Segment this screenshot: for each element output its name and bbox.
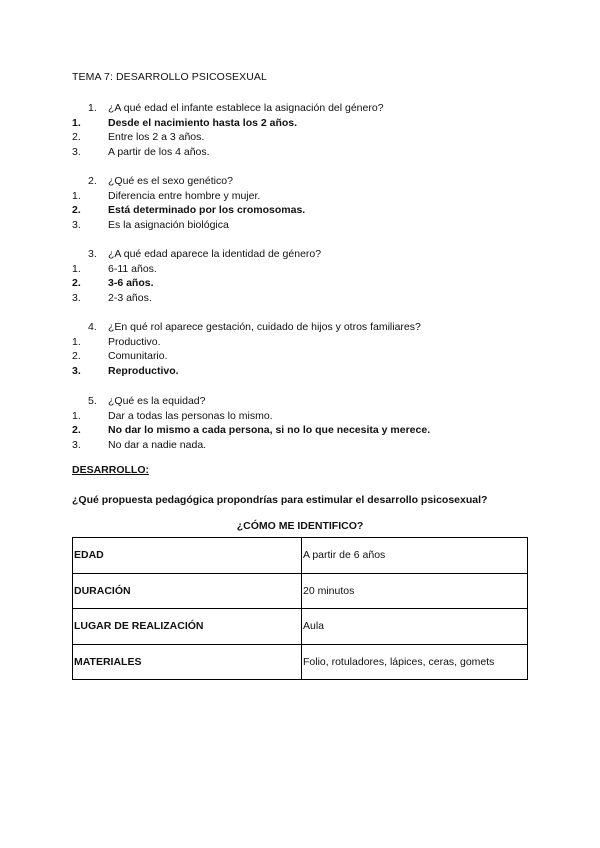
table-cell-label: MATERIALES <box>73 644 302 680</box>
table-row <box>73 573 528 609</box>
option-text: Reproductivo. <box>108 364 179 377</box>
option-text: 6-11 años. <box>108 262 157 275</box>
table-row <box>73 609 528 645</box>
option-number: 3. <box>72 291 81 304</box>
table-row <box>73 644 528 680</box>
option-text: No dar a nadie nada. <box>108 438 207 451</box>
table-cell-label: LUGAR DE REALIZACIÓN <box>73 609 302 645</box>
option-text: Dar a todas las personas lo mismo. <box>108 409 273 422</box>
option-text: No dar lo mismo a cada persona, si no lo que necesita y merece. <box>108 424 431 437</box>
option-number: 3. <box>72 145 81 158</box>
option-number: 1. <box>72 409 81 422</box>
document-title: TEMA 7: DESARROLLO PSICOSEXUAL <box>72 71 267 83</box>
question-text: ¿Qué es la equidad? <box>108 395 206 407</box>
table-cell-value: 20 minutos <box>302 573 528 609</box>
option-number: 3. <box>72 364 81 377</box>
option-text: Desde el nacimiento hasta los 2 años. <box>108 116 298 129</box>
option-text: Entre los 2 a 3 años. <box>108 131 205 144</box>
option-number: 2. <box>72 277 81 290</box>
option-text: A partir de los 4 años. <box>108 145 210 158</box>
option-text: Productivo. <box>108 335 161 348</box>
option-number: 2. <box>72 350 81 363</box>
option-text: 2-3 años. <box>108 291 152 304</box>
option-number: 3. <box>72 218 81 231</box>
option-text: Comunitario. <box>108 350 168 363</box>
table-cell-label: DURACIÓN <box>73 573 302 609</box>
table-title: ¿CÓMO ME IDENTIFICO? <box>236 520 364 532</box>
table-cell-value: Folio, rotuladores, lápices, ceras, gomets <box>302 644 528 680</box>
section-heading: DESARROLLO: <box>72 464 149 476</box>
info-table <box>72 537 528 680</box>
section-question: ¿Qué propuesta pedagógica propondrías para estimular el desarrollo psicosexual? <box>72 494 488 506</box>
option-text: Está determinado por los cromosomas. <box>108 204 306 217</box>
option-text: Diferencia entre hombre y mujer. <box>108 189 261 202</box>
question-text: ¿A qué edad el infante establece la asignación del género? <box>108 102 384 114</box>
option-number: 1. <box>72 335 81 348</box>
option-number: 3. <box>72 438 81 451</box>
table-cell-label: EDAD <box>73 538 302 574</box>
option-number: 1. <box>72 189 81 202</box>
question-number: 1. <box>88 102 97 114</box>
option-text: Es la asignación biológica <box>108 218 229 231</box>
question-number: 4. <box>88 321 97 333</box>
option-number: 1. <box>72 262 81 275</box>
option-text: 3-6 años. <box>108 277 154 290</box>
question-text: ¿A qué edad aparece la identidad de género? <box>108 248 322 260</box>
option-number: 2. <box>72 424 81 437</box>
option-number: 2. <box>72 131 81 144</box>
question-number: 3. <box>88 248 97 260</box>
option-number: 2. <box>72 204 81 217</box>
table-cell-value: Aula <box>302 609 528 645</box>
question-number: 2. <box>88 175 97 187</box>
question-number: 5. <box>88 395 97 407</box>
question-text: ¿En qué rol aparece gestación, cuidado de hijos y otros familiares? <box>108 321 421 333</box>
table-row <box>73 538 528 574</box>
table-cell-value: A partir de 6 años <box>302 538 528 574</box>
question-text: ¿Qué es el sexo genético? <box>108 175 233 187</box>
option-number: 1. <box>72 116 81 129</box>
